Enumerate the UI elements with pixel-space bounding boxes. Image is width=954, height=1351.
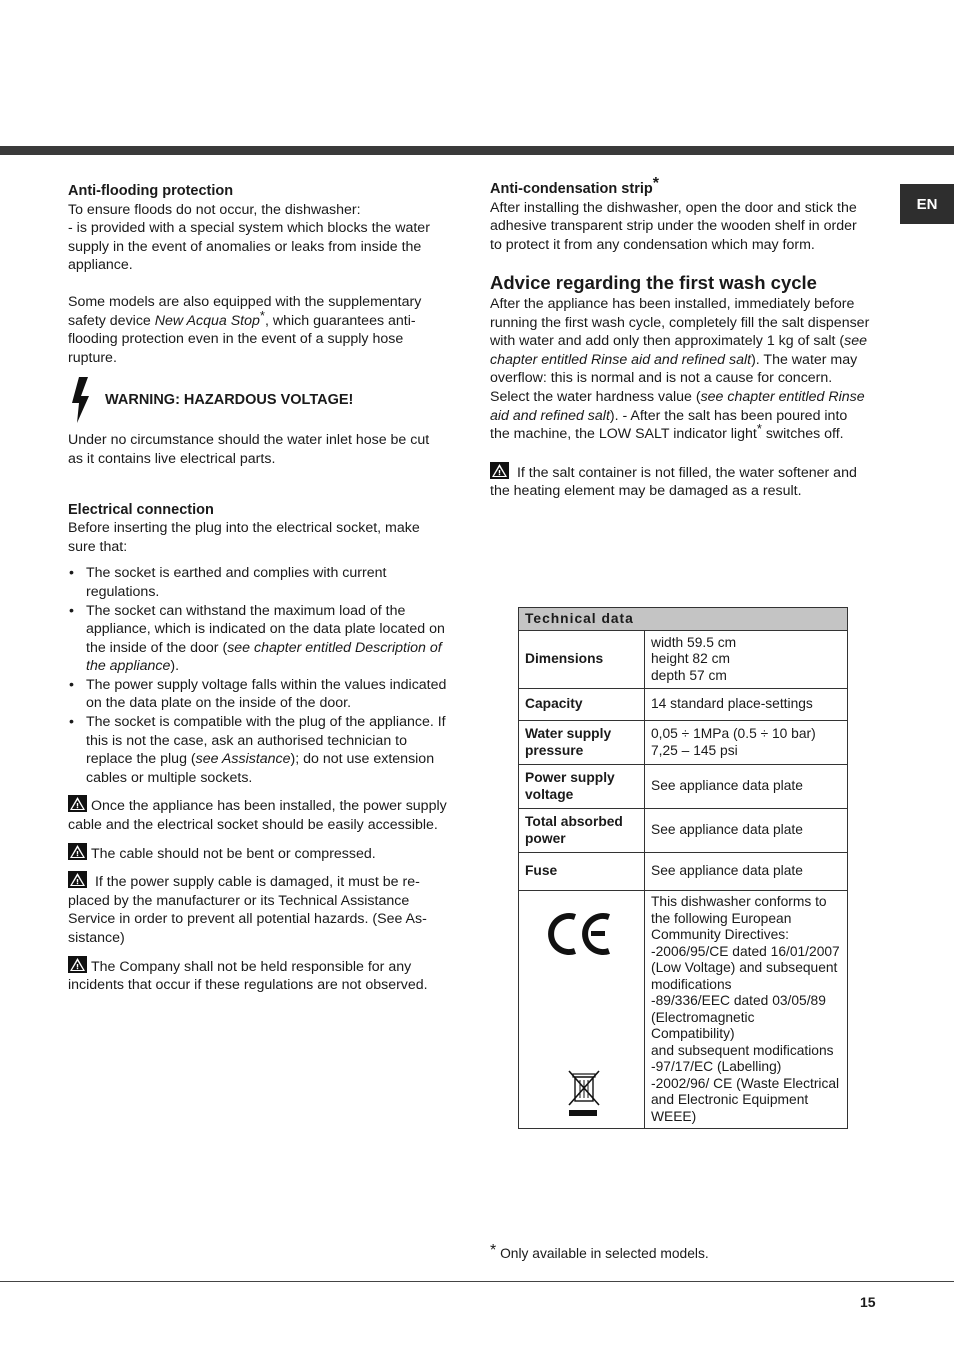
table-row: Total absorbed power See appliance data plate [519, 809, 848, 853]
advice-title: Advice regarding the first wash cycle [490, 272, 817, 294]
table-header: Technical data [519, 608, 848, 631]
left-column [68, 182, 448, 995]
conformity-marks [519, 891, 645, 1129]
table-row: Capacity 14 standard place-settings [519, 689, 848, 721]
list-item: • The socket is earthed and complies with current regulations. [68, 564, 448, 601]
table-row: Dimensions width 59.5 cm height 82 cm depth 57 cm [519, 631, 848, 689]
table-row: Water supply pressure 0,05 ÷ 1MPa (0.5 ÷ 10 bar) 7,25 – 145 psi [519, 721, 848, 765]
salt-note: If the salt container is not filled, the water softener and the heating element may be damaged as a result. [490, 462, 870, 501]
note-damaged-cable: If the power supply cable is damaged, it must be re-placed by the manufacturer or its Technical Assistance Service in order to prevent all potential hazards. (See As-sistance) [68, 871, 448, 947]
anti-condensation-text: After installing the dishwasher, open the door and stick the adhesive transparent strip under the wooden shelf in order to protect it from any condensation which may form. [490, 199, 857, 253]
anti-flooding-system: - is provided with a special system which blocks the water supply in the event of anomalies or leaks from inside the appliance. [68, 220, 430, 274]
anti-condensation-title: Anti-condensation strip* [490, 175, 659, 197]
warning-triangle-icon [68, 956, 87, 973]
footnote: * Only available in selected models. [490, 1242, 709, 1261]
acqua-stop-paragraph: Some models are also equipped with the supplementary safety device New Acqua Stop*, which guarantees anti-flooding protection even in the event of a supply hose rupture. [68, 293, 422, 366]
electrical-intro: Before inserting the plug into the electrical socket, make sure that: [68, 520, 420, 555]
note-responsibility: The Company shall not be held responsible for any incidents that occur if these regulations are not observed. [68, 956, 448, 995]
warning-triangle-icon [68, 843, 87, 860]
warning-triangle-icon [68, 795, 87, 812]
lightning-bolt-icon [68, 377, 96, 423]
anti-flooding-intro: To ensure floods do not occur, the dishwasher: [68, 201, 361, 218]
electrical-checklist [68, 564, 448, 787]
warning-title: WARNING: HAZARDOUS VOLTAGE! [105, 392, 354, 409]
page-number: 15 [860, 1294, 876, 1310]
list-item: • The socket is compatible with the plug of the appliance. If this is not the case, ask an authorised technician to replace the plug (see Assistance); do not use extension cables or multiple sockets. [68, 713, 448, 787]
anti-flooding-title: Anti-flooding protection [68, 183, 234, 199]
crossed-bin-icon [567, 1069, 601, 1119]
technical-data-table [518, 607, 848, 1129]
advice-text: After the appliance has been installed, immediately before running the first wash cycle, completely fill the salt dispenser with water and add only then approximately 1 kg of salt (see chapter entitled Rinse aid and refined salt). The water may overflow: this is normal and is not a cause for concern. Select the water hardness value (see chapter entitled Rinse aid and refined salt). - After the salt has been poured into the machine, the LOW SALT indicator light* switches off. [490, 295, 870, 443]
list-item: • The power supply voltage falls within the values indicated on the data plate on the inside of the door. [68, 676, 448, 713]
note-cable: The cable should not be bent or compressed. [68, 843, 448, 864]
header-bar [0, 146, 954, 155]
voltage-warning [68, 377, 448, 423]
list-item: • The socket can withstand the maximum load of the appliance, which is indicated on the data plate located on the inside of the door (see chapter entitled Description of the appliance). [68, 602, 448, 676]
note-accessible: Once the appliance has been installed, the power supply cable and the electrical socket should be easily accessible. [68, 795, 448, 834]
warning-triangle-icon [68, 871, 87, 888]
warning-triangle-icon [490, 462, 509, 479]
electrical-connection-title: Electrical connection [68, 501, 214, 518]
language-tab: EN [900, 184, 954, 224]
warning-text: Under no circumstance should the water inlet hose be cut as it contains live electrical parts. [68, 432, 430, 467]
table-row: Fuse See appliance data plate [519, 853, 848, 891]
table-row: Power supply voltage See appliance data plate [519, 765, 848, 809]
table-row [519, 891, 848, 1129]
footer-divider [0, 1281, 954, 1282]
directives-text: This dishwasher conforms to the following European Community Directives: -2006/95/CE dated 16/01/2007 (Low Voltage) and subsequent modifications -89/336/EEC dated 03/05/89 (Electromagnetic Compatibility) and subsequent modifications -97/17/EC (Labelling) -2002/96/ CE (Waste Electrical and Electronic Equipment WEEE) [645, 891, 848, 1129]
ce-mark-icon [547, 909, 613, 959]
right-column [490, 175, 870, 501]
